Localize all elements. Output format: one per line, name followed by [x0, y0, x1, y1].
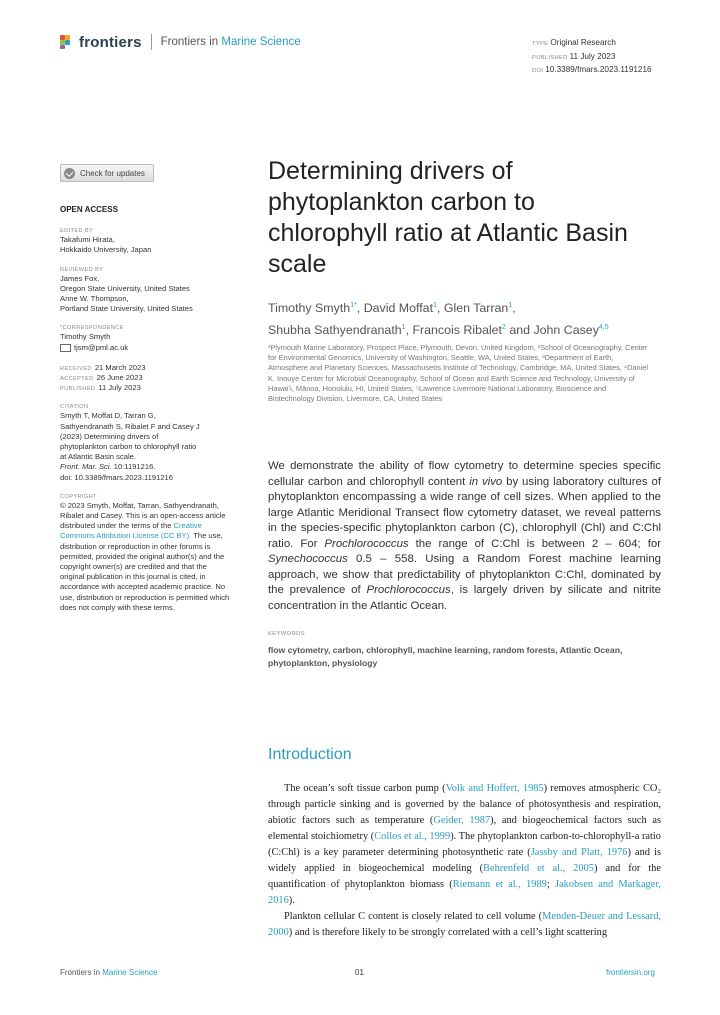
- open-access-label: OPEN ACCESS: [60, 205, 118, 214]
- author-name[interactable]: Shubha Sathyendranath: [268, 323, 402, 338]
- author-name[interactable]: David Moffat: [363, 301, 434, 316]
- author-name[interactable]: Glen Tarran: [443, 301, 509, 316]
- body-text: ) and for the quantification of phytoplankton biomass (: [268, 863, 661, 890]
- check-icon: [64, 168, 75, 179]
- abstract-text: Prochlorococcus: [366, 584, 451, 596]
- body-text: ), and biogeochemical factors such as elemental stoichiometry (: [268, 815, 661, 842]
- reference-link[interactable]: Behrenfeld et al., 2005: [483, 863, 594, 874]
- author-list: Timothy Smyth$^{1*}$, David Moffat$^1$, Glen Tarran$^1$, Shubha Sathyendranath$^1$, Francois Ribalet$^2$ and John Casey$^{4,5}$: [268, 301, 609, 338]
- journal-name: Frontiers in Marine Science: [160, 36, 301, 48]
- author-name[interactable]: Timothy Smyth: [268, 301, 351, 316]
- reference-link[interactable]: Riemann et al., 1989: [452, 879, 547, 890]
- sidebar-published-date: 11 July 2023: [98, 383, 141, 393]
- abstract-text: by using laboratory cultures of phytoplankton encompassing a wide range of cell sizes. When applied to the large Atlantic Meridional Transect flow cytometry dataset, we reveal patterns in the species-specific phytoplankton carbon (C), chlorophyll (Chl) and C:Chl ratio. For: [268, 475, 661, 550]
- abstract-text: Prochlorococcus: [324, 537, 409, 550]
- body-text: Plankton cellular C content is closely related to cell volume (: [284, 911, 543, 922]
- article-type: Original Research: [550, 38, 616, 47]
- footer-site-link[interactable]: frontiersin.org: [606, 968, 655, 977]
- body-text: ) and is widely applied in biogeochemical modeling (: [268, 847, 661, 874]
- keywords-label: KEYWORDS: [268, 631, 306, 637]
- abstract-text: the range of C:Chl is between 2 – 604; for: [408, 537, 661, 550]
- correspondence-email[interactable]: tjsm@pml.ac.uk: [74, 342, 129, 352]
- author-name[interactable]: Francois Ribalet: [412, 323, 502, 338]
- body-text: ) and is therefore likely to be strongly correlated with a cell’s light scattering: [288, 927, 608, 938]
- check-for-updates-button[interactable]: Check for updates: [60, 164, 154, 182]
- reference-link[interactable]: Jakobsen and Markager, 2016: [268, 879, 662, 906]
- correspondence: *CORRESPONDENCE Timothy Smyth tjsm@pml.ac.uk: [60, 325, 129, 352]
- author-affiliation-mark: 1*: [350, 302, 357, 309]
- affiliations: ¹Plymouth Marine Laboratory, Prospect Place, Plymouth, Devon, United Kingdom, ²School of Oceanography, Center for Environmental Genomics, University of Washington, Seattle, WA, United States, ³Department of Earth, Atmosphere and Planetary Sciences, Massachusetts Institute of Technology, Cambridge, MA, United States, ⁴Daniel K. Inouye Center for Microbial Oceanography, School of Ocean and Earth Science and Technology, University of Hawaiʻi, Mānoa, Honolulu, HI, United States, ⁵Lawrence Livermore National Laboratory, Bioscience and Biotechnology Division, Livermore, CA, United States: [268, 343, 649, 404]
- published-date: 11 July 2023: [569, 51, 616, 61]
- abstract-text: in vivo: [469, 475, 503, 488]
- author-affiliation-mark: 1: [433, 302, 437, 309]
- introduction-body: [268, 781, 661, 941]
- accepted-date: 26 June 2023: [96, 373, 143, 383]
- frontiers-logo[interactable]: [60, 33, 301, 51]
- abstract-text: Synechococcus: [268, 553, 348, 565]
- copyright: COPYRIGHT © 2023 Smyth, Moffat, Tarran, Sathyendranath, Ribalet and Casey. This is an open-access article distributed under the terms of the Creative Commons Attribution License (CC BY). The use, distribution or reproduction in other forums is permitted, provided the original author(s) and the copyright owner(s) are credited and that the original publication in this journal is cited, in accordance with accepted academic practice. No use, distribution or reproduction is permitted which does not comply with these terms.: [60, 493, 230, 612]
- brand-name: frontiers: [79, 33, 142, 51]
- frontiers-logo-icon: [60, 35, 74, 49]
- article-meta: TYPE Original Research PUBLISHED 11 July 2023 DOI 10.3389/fmars.2023.1191216: [532, 38, 652, 74]
- abstract-text: 0.5 – 558. Using a Random Forest machine learning approach, we show that predictability of phytoplankton C:Chl, dominated by the prevalence of: [268, 553, 661, 596]
- body-text: ).: [288, 895, 295, 906]
- reference-link[interactable]: Geider, 1987: [433, 815, 491, 826]
- abstract: [268, 459, 661, 614]
- edited-by: EDITED BY Takafumi Hirata, Hokkaido University, Japan: [60, 228, 152, 255]
- author-name[interactable]: John Casey: [533, 323, 599, 338]
- envelope-icon: [60, 344, 71, 352]
- article-dates: RECEIVED 21 March 2023 ACCEPTED 26 June 2023 PUBLISHED 11 July 2023: [60, 362, 146, 393]
- body-text: ;: [546, 879, 555, 890]
- author-affiliation-mark: 2: [501, 324, 506, 332]
- body-text: ) removes atmospheric CO₂ through particle sinking and is governed by the balance of photosynthesis and respiration, abiotic factors such as temperature (: [268, 783, 661, 826]
- abstract-text: We demonstrate the ability of flow cytometry to determine species specific cellular carbon and chlorophyll content: [268, 460, 661, 488]
- citation-doi[interactable]: doi: 10.3389/fmars.2023.1191216: [60, 472, 174, 482]
- intro-paragraph-1: [268, 781, 661, 909]
- intro-paragraph-2: [268, 909, 661, 941]
- reviewed-by: REVIEWED BY James Fox, Oregon State University, United States Anne W. Thompson, Portland State University, United States: [60, 266, 193, 314]
- abstract-text: , is largely driven by silicate and nitrite concentration in the Atlantic Ocean.: [268, 584, 661, 612]
- reference-link[interactable]: Collos et al., 1999: [374, 831, 451, 842]
- license-link[interactable]: Creative Commons Attribution License (CC BY).: [60, 521, 202, 541]
- received-date: 21 March 2023: [94, 362, 146, 372]
- author-affiliation-mark: 1: [508, 302, 513, 309]
- header-divider: [151, 34, 152, 50]
- body-text: The ocean’s soft tissue carbon pump (: [284, 783, 446, 794]
- doi-link[interactable]: 10.3389/fmars.2023.1191216: [545, 65, 652, 74]
- reference-link[interactable]: Jassby and Platt, 1976: [530, 847, 628, 858]
- page-number: 01: [355, 968, 364, 977]
- keywords: flow cytometry, carbon, chlorophyll, machine learning, random forests, Atlantic Ocean, phytoplankton, physiology: [268, 645, 623, 668]
- footer-journal: Frontiers in Marine Science: [60, 968, 158, 977]
- sidebar: [60, 205, 232, 623]
- introduction-heading: Introduction: [268, 746, 352, 763]
- article-title: Determining drivers of phytoplankton carbon to chlorophyll ratio at Atlantic Basin scale: [268, 157, 628, 278]
- citation: CITATION Smyth T, Moffat D, Tarran G, Sathyendranath S, Ribalet F and Casey J (2023) Determining drivers of phytoplankton carbon to chlorophyll ratio at Atlantic Basin scale. Front. Mar. Sci. 10:1191216. doi: 10.3389/fmars.2023.1191216: [60, 403, 232, 482]
- author-affiliation-mark: 1: [401, 324, 406, 332]
- reference-link[interactable]: Volk and Hoffert, 1985: [445, 783, 544, 794]
- body-text: ). The phytoplankton carbon-to-chlorophyll-a ratio (C:Chl) is a key parameter determining photosynthetic rate (: [268, 831, 661, 858]
- author-affiliation-mark: 4,5: [598, 324, 609, 332]
- reference-link[interactable]: Menden-Deuer and Lessard, 2000: [268, 911, 661, 938]
